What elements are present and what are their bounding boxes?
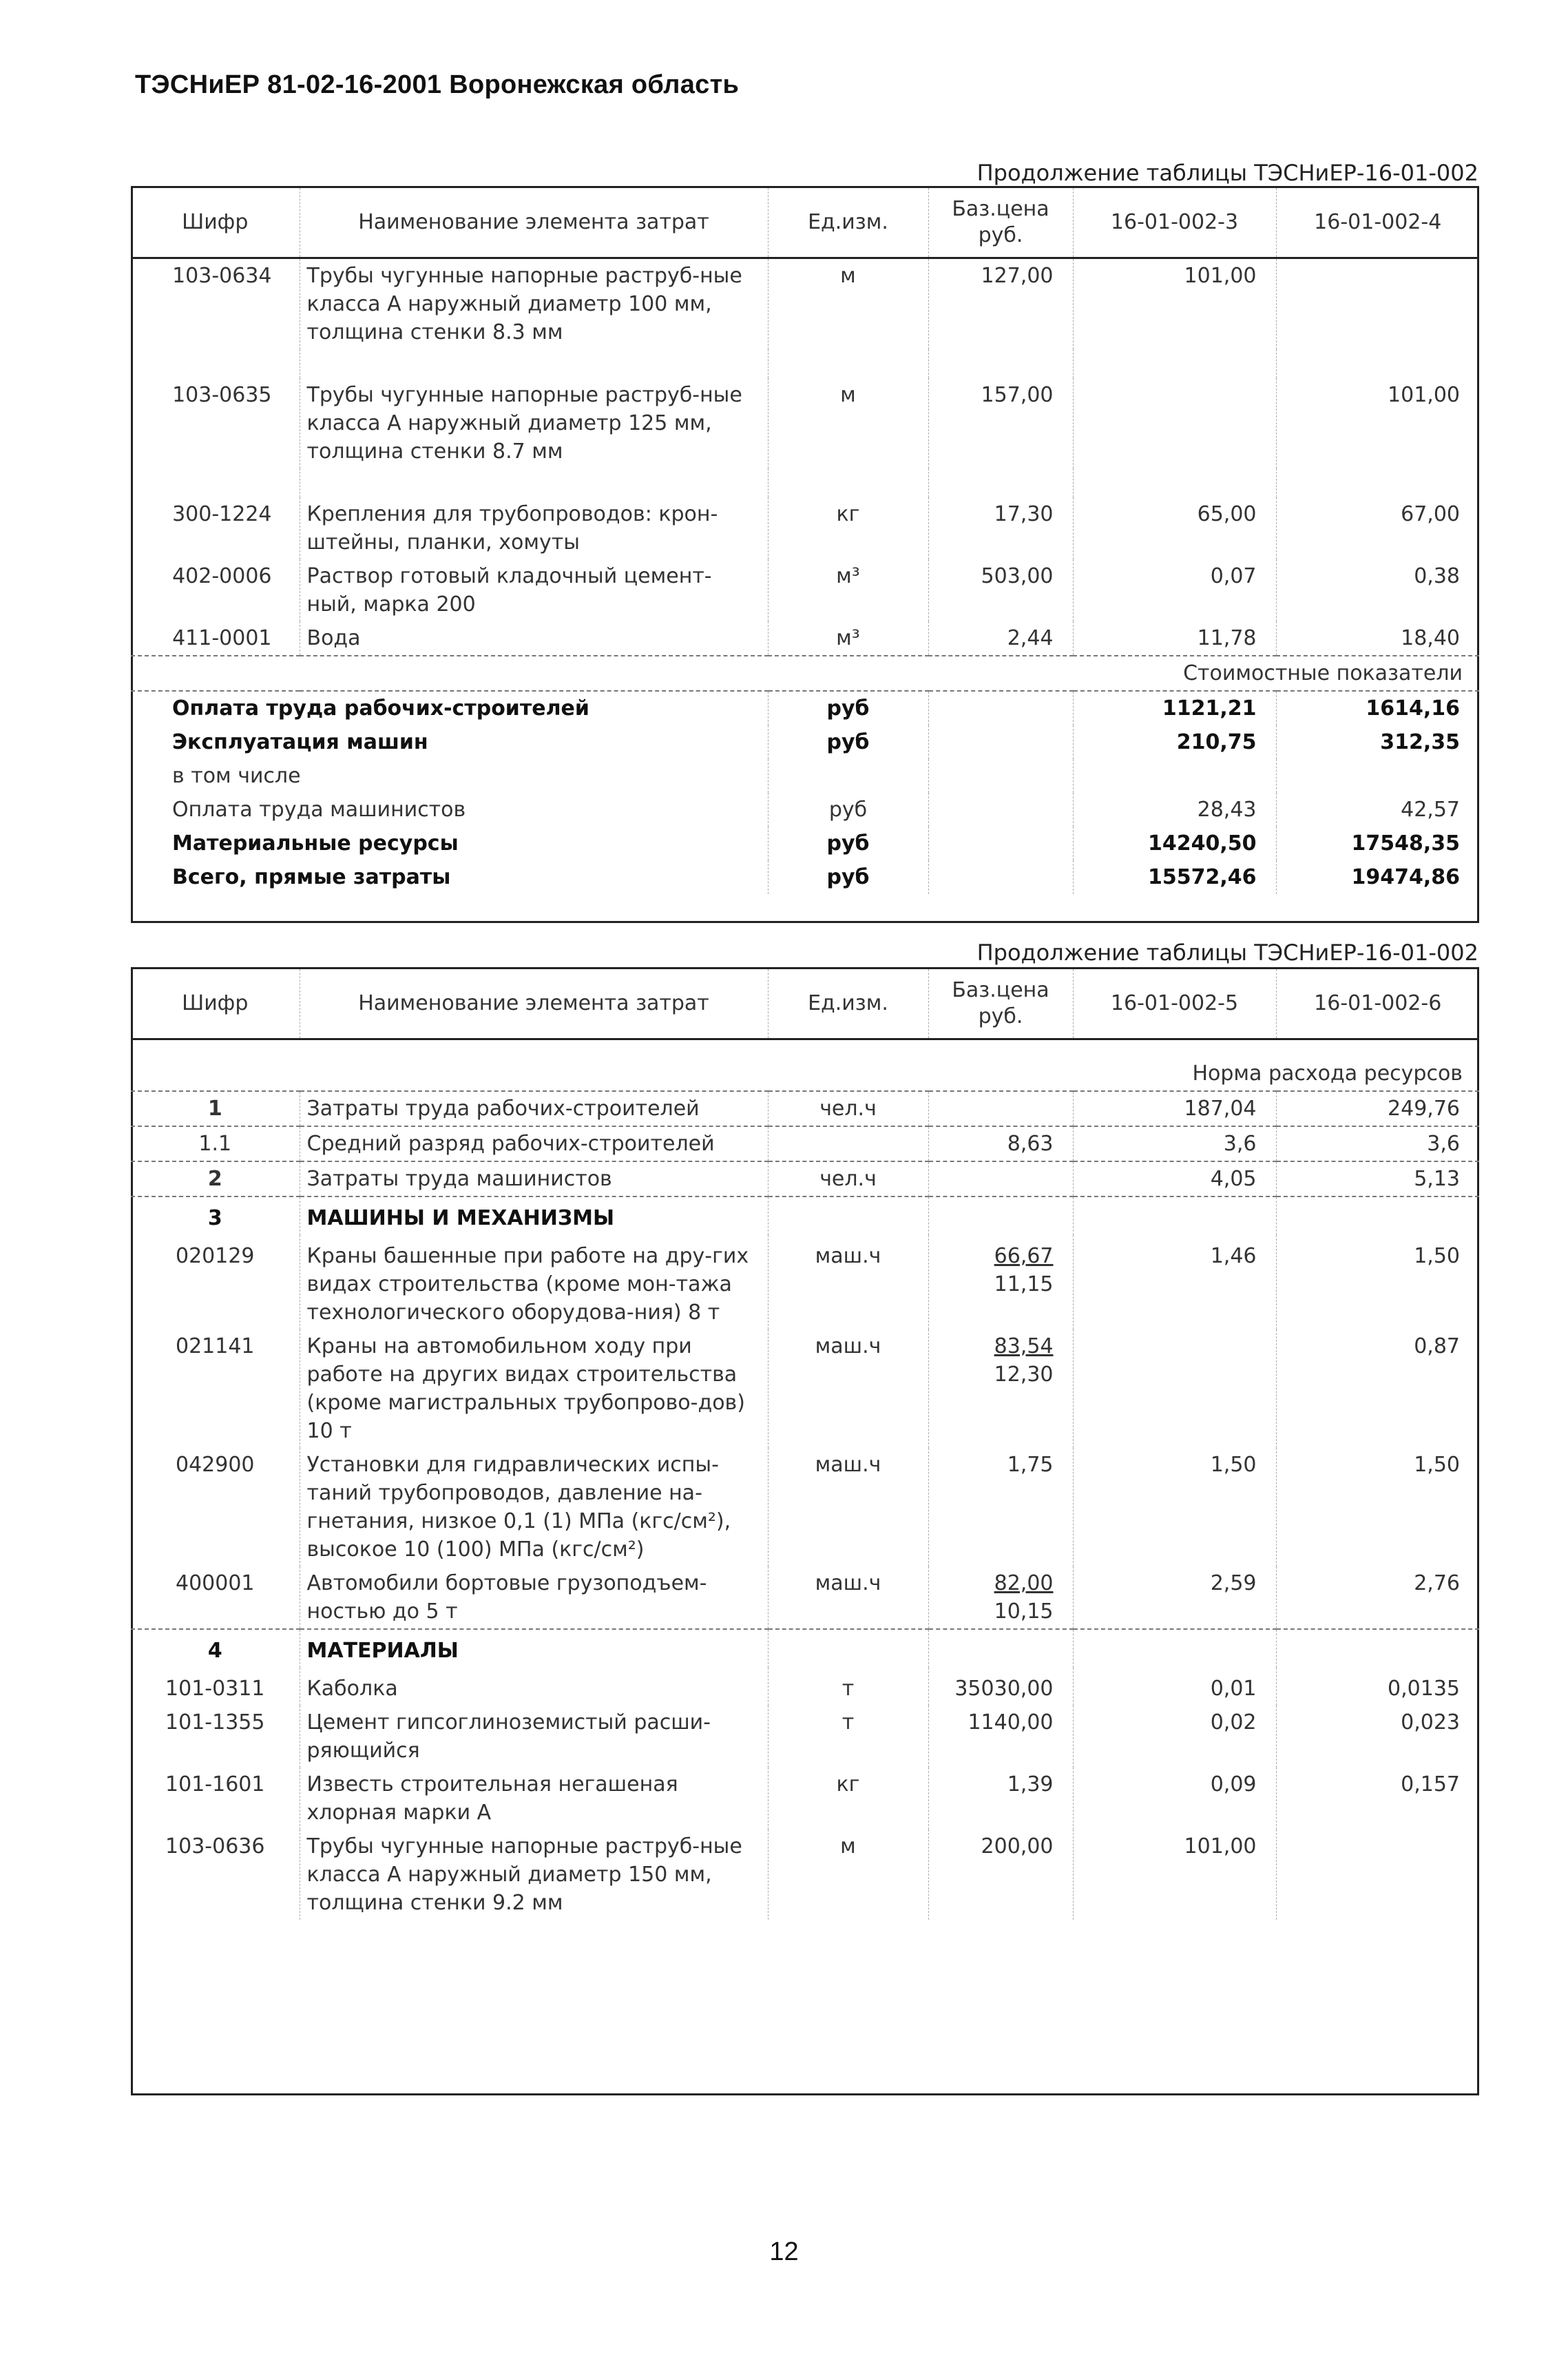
value-col-1: 0,01 [1073, 1668, 1276, 1706]
base-price [928, 1668, 1073, 1706]
unit: маш.ч [768, 1235, 928, 1329]
price-value: 83,54 [994, 1334, 1054, 1358]
value-col-1: 187,04 [1073, 1091, 1276, 1126]
resource-name: Трубы чугунные напорные раструб-ные класса А наружный диаметр 100 мм, толщина стенки 8.3 мм [300, 258, 768, 350]
base-price: 127,00 [928, 258, 1073, 350]
value-col-2: 249,76 [1276, 1091, 1479, 1126]
value-col-1: 2,59 [1073, 1566, 1276, 1629]
table-row [131, 497, 1479, 559]
resource-name: Краны башенные при работе на дру-гих видах строительства (кроме мон-тажа технологического оборудова-ния) 8 т [300, 1235, 768, 1329]
unit: м³ [768, 559, 928, 621]
price-value: 66,67 [994, 1244, 1054, 1268]
unit: кг [768, 497, 928, 559]
spacer-cell [300, 349, 768, 378]
empty-cell [928, 793, 1073, 827]
unit: кг [768, 1768, 928, 1830]
value-col-2: 312,35 [1276, 725, 1479, 759]
resource-code: 400001 [175, 1571, 255, 1595]
value-col-2 [1276, 759, 1479, 793]
table1-continuation-label: Продолжение таблицы ТЭСНиЕР-16-01-002 [976, 160, 1478, 186]
table2-header-row [131, 968, 1479, 1039]
value-col-2 [1276, 258, 1479, 350]
base-price: 157,00 [928, 378, 1073, 468]
base-price [928, 1126, 1073, 1161]
unit: м [768, 378, 928, 468]
value-col-1: 28,43 [1073, 793, 1276, 827]
value-col-2 [1276, 1196, 1479, 1235]
section-row [131, 1196, 1479, 1235]
unit: т [768, 1706, 928, 1768]
resource-code: 2 [131, 1161, 300, 1196]
spacer-cell [928, 349, 1073, 378]
value-col-2 [1276, 1629, 1479, 1668]
table-row [131, 559, 1479, 621]
resource-name: Краны на автомобильном ходу при работе на других видах строительства (кроме магистральных трубопрово-дов) 10 т [300, 1329, 768, 1448]
price-value: 200,00 [981, 1834, 1054, 1858]
unit: маш.ч [768, 1448, 928, 1566]
resource-code: 103-0636 [165, 1834, 265, 1858]
value-col-1: 0,02 [1073, 1706, 1276, 1768]
unit: маш.ч [768, 1329, 928, 1448]
table2-continuation-label: Продолжение таблицы ТЭСНиЕР-16-01-002 [976, 940, 1478, 966]
summary-name: Материальные ресурсы [172, 831, 459, 856]
base-price [928, 1091, 1073, 1126]
resource-code: 021141 [175, 1334, 255, 1358]
value-col-1: 4,05 [1073, 1161, 1276, 1196]
spacer-cell [1276, 349, 1479, 378]
unit [768, 1629, 928, 1668]
table-row [131, 1235, 1479, 1329]
value-col-1: 210,75 [1073, 725, 1276, 759]
value-col-1: 11,78 [1073, 621, 1276, 656]
value-col-1: 0,09 [1073, 1768, 1276, 1830]
value-col-1: 1,50 [1073, 1448, 1276, 1566]
resource-code: 042900 [175, 1453, 255, 1477]
base-price [928, 1830, 1073, 1920]
unit [768, 759, 928, 793]
value-col-2: 18,40 [1276, 621, 1479, 656]
resource-code: 103-0634 [172, 264, 272, 288]
unit: чел.ч [768, 1161, 928, 1196]
value-col-2: 0,38 [1276, 559, 1479, 621]
base-price [928, 1196, 1073, 1235]
value-col-1: 3,6 [1073, 1126, 1276, 1161]
value-col-2: 42,57 [1276, 793, 1479, 827]
unit: руб [768, 691, 928, 725]
table-row [131, 621, 1479, 656]
unit: м [768, 1830, 928, 1920]
price-value: 1,75 [1007, 1453, 1054, 1477]
column-header: Баз.цена руб. [928, 187, 1073, 258]
resource-code: 020129 [175, 1244, 255, 1268]
spacer-cell [928, 468, 1073, 497]
table-row [131, 1830, 1479, 1920]
base-price [928, 1768, 1073, 1830]
resource-code: 1.1 [131, 1126, 300, 1161]
section-row [131, 1629, 1479, 1668]
base-price [928, 1566, 1073, 1629]
resource-name: Раствор готовый кладочный цемент-ный, марка 200 [300, 559, 768, 621]
table-row [131, 1768, 1479, 1830]
summary-row [131, 793, 1479, 827]
row-spacer [131, 349, 1479, 378]
table-row [131, 1091, 1479, 1126]
column-header: Шифр [131, 968, 300, 1039]
column-header: 16-01-002-3 [1073, 187, 1276, 258]
unit: м [768, 258, 928, 350]
spacer-cell [131, 468, 300, 497]
unit: руб [768, 860, 928, 894]
value-col-2: 5,13 [1276, 1161, 1479, 1196]
resource-name: Трубы чугунные напорные раструб-ные класса А наружный диаметр 125 мм, толщина стенки 8.7 мм [300, 378, 768, 468]
empty-cell [928, 860, 1073, 894]
price-value: 35030,00 [954, 1677, 1054, 1701]
column-header: 16-01-002-4 [1276, 187, 1479, 258]
base-price [928, 1161, 1073, 1196]
summary-name: Оплата труда машинистов [172, 798, 466, 822]
resource-name: МАШИНЫ И МЕХАНИЗМЫ [300, 1196, 768, 1235]
spacer-cell [768, 349, 928, 378]
value-col-2: 1,50 [1276, 1448, 1479, 1566]
column-header: 16-01-002-5 [1073, 968, 1276, 1039]
summary-name: в том числе [172, 764, 301, 788]
price-value: 1140,00 [968, 1710, 1054, 1734]
value-col-1: 1121,21 [1073, 691, 1276, 725]
value-col-2: 2,76 [1276, 1566, 1479, 1629]
summary-row [131, 725, 1479, 759]
base-price [928, 1235, 1073, 1329]
resource-code: 4 [131, 1629, 300, 1668]
value-col-2: 3,6 [1276, 1126, 1479, 1161]
value-col-2: 0,157 [1276, 1768, 1479, 1830]
resource-name: Средний разряд рабочих-строителей [300, 1126, 768, 1161]
base-price [928, 1706, 1073, 1768]
summary-name: Всего, прямые затраты [172, 865, 451, 889]
value-col-2: 19474,86 [1276, 860, 1479, 894]
table-row [131, 1329, 1479, 1448]
column-header: Наименование элемента затрат [300, 187, 768, 258]
empty-cell [928, 827, 1073, 860]
resource-code: 3 [131, 1196, 300, 1235]
spacer-cell [768, 468, 928, 497]
value-col-2: 1,50 [1276, 1235, 1479, 1329]
table-row [131, 1126, 1479, 1161]
empty-cell [928, 725, 1073, 759]
table2 [131, 967, 1479, 1920]
value-col-1: 15572,46 [1073, 860, 1276, 894]
spacer-cell [1276, 468, 1479, 497]
resource-name: Цемент гипсоглиноземистый расши-ряющийся [300, 1706, 768, 1768]
table-row [131, 1161, 1479, 1196]
spacer-cell [300, 468, 768, 497]
column-header: Шифр [131, 187, 300, 258]
value-col-2: 1614,16 [1276, 691, 1479, 725]
price-operator-wage: 12,30 [994, 1363, 1054, 1387]
summary-row [131, 827, 1479, 860]
column-header: Ед.изм. [768, 968, 928, 1039]
value-col-1 [1073, 378, 1276, 468]
value-col-1 [1073, 1629, 1276, 1668]
resource-code: 1 [131, 1091, 300, 1126]
table-row [131, 1668, 1479, 1706]
column-header: Баз.цена руб. [928, 968, 1073, 1039]
value-col-1 [1073, 1329, 1276, 1448]
resource-name: Каболка [300, 1668, 768, 1706]
resource-code: 103-0635 [172, 383, 272, 407]
unit: руб [768, 793, 928, 827]
unit: м³ [768, 621, 928, 656]
resource-name: Крепления для трубопроводов: крон-штейны, планки, хомуты [300, 497, 768, 559]
unit: маш.ч [768, 1566, 928, 1629]
value-col-1: 101,00 [1073, 258, 1276, 350]
section-label: Норма расхода ресурсов [1192, 1061, 1463, 1086]
base-price [928, 1448, 1073, 1566]
resource-name: Известь строительная негашеная хлорная марки А [300, 1768, 768, 1830]
summary-row [131, 691, 1479, 725]
table1 [131, 186, 1479, 894]
summary-row [131, 759, 1479, 793]
row-spacer [131, 468, 1479, 497]
empty-cell [928, 691, 1073, 725]
resource-name: МАТЕРИАЛЫ [300, 1629, 768, 1668]
base-price [928, 1629, 1073, 1668]
summary-name: Эксплуатация машин [172, 730, 428, 754]
unit: руб [768, 827, 928, 860]
table-row [131, 1706, 1479, 1768]
unit [768, 1126, 928, 1161]
resource-name: Автомобили бортовые грузоподъем-ностью до 5 т [300, 1566, 768, 1629]
table-row [131, 378, 1479, 468]
summary-name: Оплата труда рабочих-строителей [131, 691, 768, 725]
resource-code: 101-1601 [165, 1772, 265, 1796]
value-col-2: 0,0135 [1276, 1668, 1479, 1706]
resource-code: 101-0311 [165, 1677, 265, 1701]
price-operator-wage: 11,15 [994, 1272, 1054, 1296]
table-row [131, 1566, 1479, 1629]
resource-name: Трубы чугунные напорные раструб-ные класса А наружный диаметр 150 мм, толщина стенки 9.2 мм [300, 1830, 768, 1920]
value-col-1: 14240,50 [1073, 827, 1276, 860]
unit: т [768, 1668, 928, 1706]
document-title: ТЭСНиЕР 81-02-16-2001 Воронежская область [135, 70, 740, 99]
unit [768, 1196, 928, 1235]
price-value: 82,00 [994, 1571, 1054, 1595]
unit: руб [768, 725, 928, 759]
value-col-2: 17548,35 [1276, 827, 1479, 860]
base-price [928, 1329, 1073, 1448]
value-col-2: 0,87 [1276, 1329, 1479, 1448]
resource-name: Затраты труда рабочих-строителей [300, 1091, 768, 1126]
table-row [131, 258, 1479, 350]
spacer-cell [1073, 468, 1276, 497]
value-col-2: 101,00 [1276, 378, 1479, 468]
resource-code: 402-0006 [172, 564, 272, 588]
column-header: Наименование элемента затрат [300, 968, 768, 1039]
spacer-cell [131, 349, 300, 378]
summary-row [131, 860, 1479, 894]
value-col-1 [1073, 1196, 1276, 1235]
value-col-1: 0,07 [1073, 559, 1276, 621]
unit: чел.ч [768, 1091, 928, 1126]
resource-code: 411-0001 [172, 626, 272, 650]
price-value: 1,39 [1007, 1772, 1054, 1796]
page-number: 12 [769, 2237, 799, 2266]
base-price: 2,44 [928, 621, 1073, 656]
resource-name: Вода [300, 621, 768, 656]
value-col-2: 67,00 [1276, 497, 1479, 559]
section-label-row [131, 1039, 1479, 1092]
value-col-1: 101,00 [1073, 1830, 1276, 1920]
column-header: 16-01-002-6 [1276, 968, 1479, 1039]
value-col-2: 0,023 [1276, 1706, 1479, 1768]
base-price: 17,30 [928, 497, 1073, 559]
column-header: Ед.изм. [768, 187, 928, 258]
spacer-cell [1073, 349, 1276, 378]
table1-header-row [131, 187, 1479, 258]
value-col-1: 65,00 [1073, 497, 1276, 559]
resource-name: Затраты труда машинистов [300, 1161, 768, 1196]
table-row [131, 1448, 1479, 1566]
value-col-1 [1073, 759, 1276, 793]
base-price: 503,00 [928, 559, 1073, 621]
value-col-1: 1,46 [1073, 1235, 1276, 1329]
value-col-2 [1276, 1830, 1479, 1920]
price-value: 8,63 [1007, 1132, 1054, 1156]
price-operator-wage: 10,15 [994, 1599, 1054, 1624]
resource-code: 101-1355 [165, 1710, 265, 1734]
empty-cell [928, 759, 1073, 793]
section-label: Стоимостные показатели [131, 656, 1479, 691]
resource-code: 300-1224 [172, 502, 272, 526]
resource-name: Установки для гидравлических испы-таний трубопроводов, давление на-гнетания, низкое 0,1 (1) МПа (кгс/см²), высокое 10 (100) МПа (кгс/см²) [300, 1448, 768, 1566]
section-label-row [131, 656, 1479, 691]
